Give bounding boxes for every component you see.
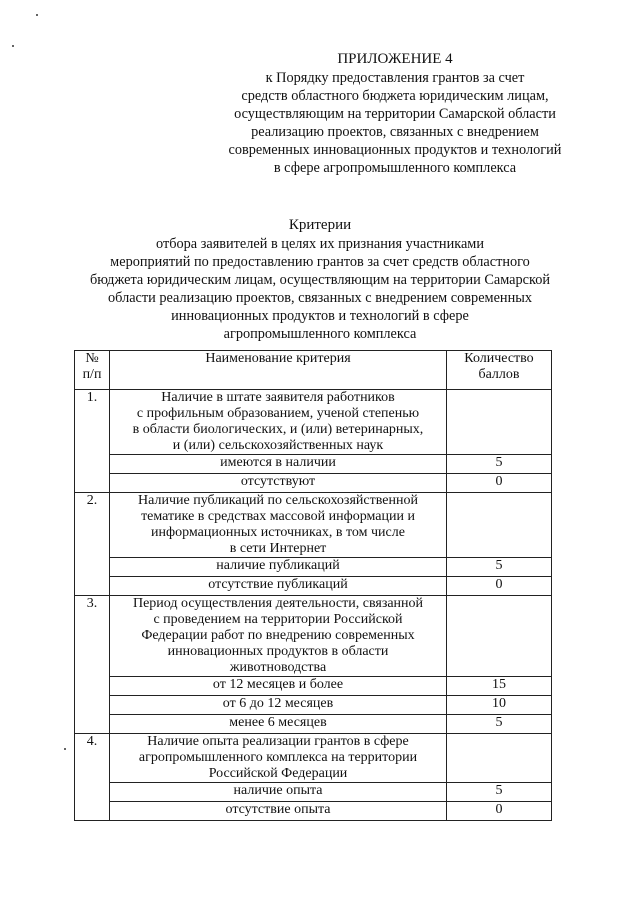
appendix-line: в сфере агропромышленного комплекса [273, 160, 517, 176]
option-points: 15 [447, 677, 552, 696]
option-row [75, 558, 552, 577]
criterion-desc-line: информационных источниках, в том числе [151, 525, 405, 540]
criterion-desc-line: в области биологических, и (или) ветеринарных, [132, 422, 424, 437]
option-points: 0 [447, 802, 552, 821]
option-row [75, 802, 552, 821]
header-num [75, 351, 110, 390]
option-row [75, 715, 552, 734]
option-label: наличие опыта [110, 783, 447, 802]
criterion-points-empty [447, 390, 552, 455]
criterion-desc-line: Наличие опыта реализации грантов в сфере [147, 734, 409, 749]
option-row [75, 577, 552, 596]
option-label: отсутствуют [110, 474, 447, 493]
criterion-desc-line: Наличие публикаций по сельскохозяйственной [138, 493, 418, 508]
appendix-line: к Порядку предоставления грантов за счет [265, 70, 525, 86]
criterion-desc-line: агропромышленного комплекса на территории [138, 750, 418, 765]
option-label: наличие публикаций [110, 558, 447, 577]
criterion-number: 4. [75, 734, 110, 821]
criterion-desc-line: с профильным образованием, ученой степенью [136, 406, 420, 421]
option-points: 5 [447, 455, 552, 474]
criterion-points-empty [447, 596, 552, 677]
criterion-desc-line: в сети Интернет [229, 541, 327, 556]
header-name: Наименование критерия [110, 351, 447, 390]
criterion-desc-line: и (или) сельскохозяйственных наук [172, 438, 384, 453]
criterion-desc-line: Федерации работ по внедрению современных [141, 628, 415, 643]
option-points: 0 [447, 577, 552, 596]
appendix-line: современных инновационных продуктов и технологий [228, 142, 562, 158]
criterion-number: 1. [75, 390, 110, 493]
criterion-description [110, 493, 447, 558]
option-label: имеются в наличии [110, 455, 447, 474]
criteria-subtitle-line: агропромышленного комплекса [223, 326, 417, 342]
criteria-subtitle-line: бюджета юридическим лицам, осуществляющим на территории Самарской [89, 272, 551, 288]
criteria-subtitle-line: инновационных продуктов и технологий в сфере [171, 308, 469, 324]
option-points: 5 [447, 558, 552, 577]
scan-speck [12, 45, 14, 47]
scan-speck [64, 748, 66, 750]
appendix-line: средств областного бюджета юридическим лицам, [241, 88, 549, 104]
option-points: 10 [447, 696, 552, 715]
table-header-row [75, 351, 552, 390]
criteria-table [74, 350, 552, 821]
option-label: от 12 месяцев и более [110, 677, 447, 696]
criterion-description [110, 390, 447, 455]
criterion-desc-line: животноводства [229, 660, 327, 675]
criterion-number: 3. [75, 596, 110, 734]
appendix-line: реализацию проектов, связанных с внедрением [251, 124, 539, 140]
option-row [75, 696, 552, 715]
header-num-line: № [85, 351, 99, 366]
option-points: 5 [447, 715, 552, 734]
appendix-heading: ПРИЛОЖЕНИЕ 4 [337, 51, 453, 67]
option-points: 0 [447, 474, 552, 493]
criterion-desc-line: с проведением на территории Российской [153, 612, 403, 627]
scan-speck [36, 14, 38, 16]
appendix-header [205, 50, 585, 177]
criterion-row [75, 734, 552, 783]
option-label: отсутствие публикаций [110, 577, 447, 596]
criterion-number: 2. [75, 493, 110, 596]
criteria-subtitle-line: мероприятий по предоставлению грантов за счет средств областного [110, 254, 530, 270]
criterion-row [75, 596, 552, 677]
appendix-line: осуществляющим на территории Самарской области [234, 106, 556, 122]
criterion-points-empty [447, 734, 552, 783]
header-num-line: п/п [82, 367, 102, 382]
criterion-desc-line: Наличие в штате заявителя работников [161, 390, 395, 405]
criterion-desc-line: Период осуществления деятельности, связанной [132, 596, 424, 611]
header-points [447, 351, 552, 390]
option-label: от 6 до 12 месяцев [110, 696, 447, 715]
option-row [75, 783, 552, 802]
criterion-row [75, 390, 552, 455]
criterion-desc-line: тематике в средствах массовой информации и [141, 509, 415, 524]
option-label: менее 6 месяцев [110, 715, 447, 734]
criteria-subtitle-line: отбора заявителей в целях их признания участниками [156, 236, 484, 252]
option-points: 5 [447, 783, 552, 802]
criterion-desc-line: инновационных продуктов в области [167, 644, 389, 659]
criteria-title-block [60, 216, 580, 343]
criterion-points-empty [447, 493, 552, 558]
header-points-line: Количество [464, 351, 534, 366]
criterion-description [110, 734, 447, 783]
criterion-desc-line: Российской Федерации [208, 766, 348, 781]
criteria-title: Критерии [288, 217, 352, 233]
header-points-line: баллов [478, 367, 520, 382]
criterion-description [110, 596, 447, 677]
criteria-subtitle-line: области реализацию проектов, связанных с внедрением современных [108, 290, 532, 306]
option-row [75, 455, 552, 474]
option-row [75, 677, 552, 696]
option-row [75, 474, 552, 493]
option-label: отсутствие опыта [110, 802, 447, 821]
criterion-row [75, 493, 552, 558]
